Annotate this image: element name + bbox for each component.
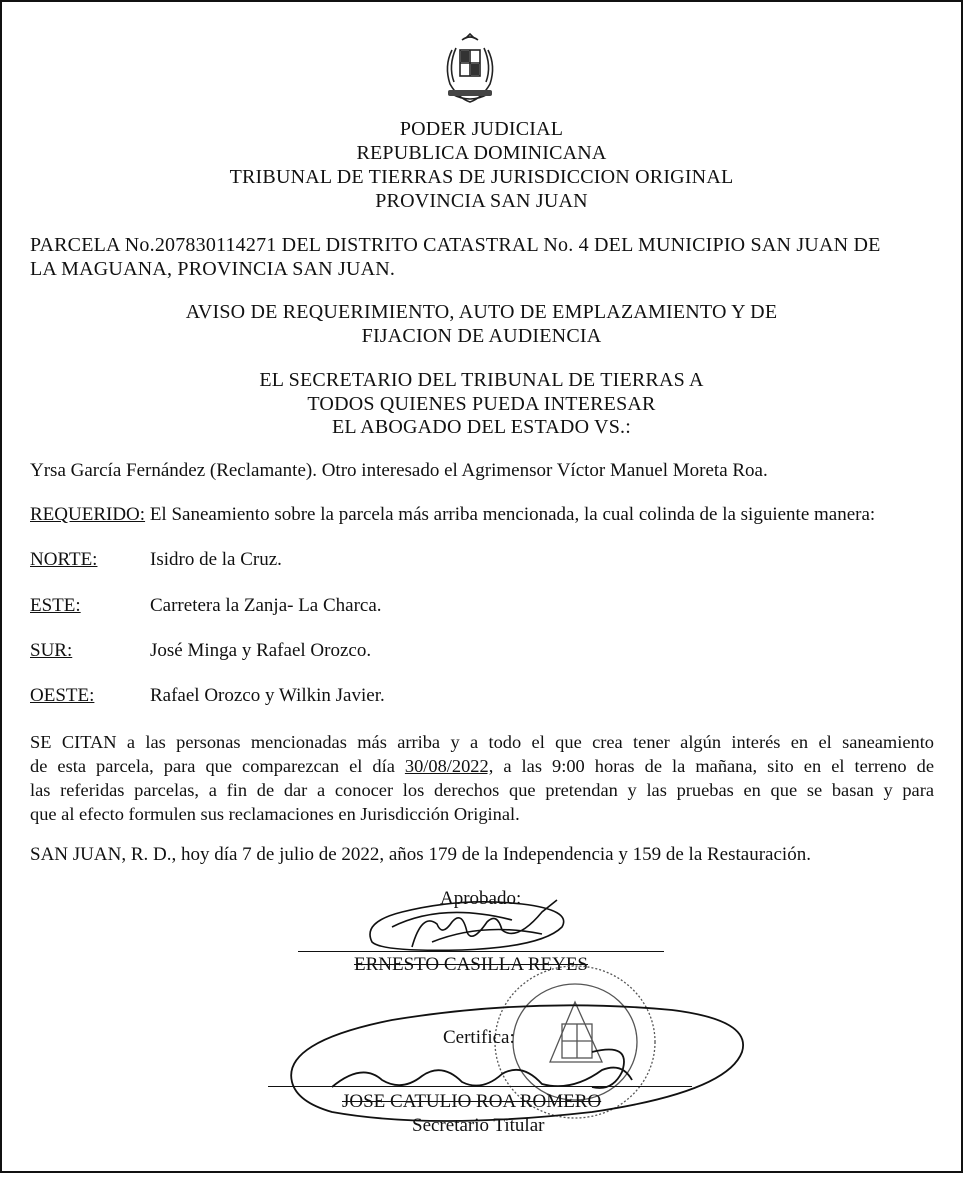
colindancia-label: ESTE:: [30, 595, 81, 616]
colindancia-label: SUR:: [30, 640, 73, 661]
parcela-line-1: PARCELA No.207830114271 DEL DISTRITO CATASTRAL No. 4 DEL MUNICIPIO SAN JUAN DE: [30, 234, 881, 256]
coat-of-arms-icon: [440, 32, 500, 106]
fecha-text: SAN JUAN, R. D., hoy día 7 de julio de 2022, años 179 de la Independencia y 159 de la Restauración.: [30, 844, 811, 865]
secretario-line-1: EL SECRETARIO DEL TRIBUNAL DE TIERRAS A: [259, 369, 704, 391]
aprobado-label: Aprobado:: [440, 888, 522, 909]
colindancia-value: Rafael Orozco y Wilkin Javier.: [150, 685, 385, 706]
parcela-line-2: LA MAGUANA, PROVINCIA SAN JUAN.: [30, 258, 396, 280]
certifica-nombre: JOSE CATULIO ROA ROMERO: [342, 1091, 602, 1112]
secretario-line-2: TODOS QUIENES PUEDA INTERESAR: [307, 393, 656, 415]
certifica-label: Certifica:: [443, 1027, 515, 1048]
colindancia-value: Carretera la Zanja- La Charca.: [150, 595, 382, 616]
parties-text: Yrsa García Fernández (Reclamante). Otro interesado el Agrimensor Víctor Manuel Moreta Roa.: [30, 460, 768, 481]
citan-paragraph: [30, 730, 934, 826]
hearing-date: 30/08/2022,: [404, 756, 494, 776]
requerido-label: REQUERIDO:: [30, 504, 146, 525]
certifica-cargo: Secretario Titular: [412, 1115, 545, 1136]
citan-line-2: de esta parcela, para que comparezcan el día 30/08/2022, a las 9:00 horas de la mañana, sito en el terreno de: [30, 756, 934, 776]
colindancia-label: NORTE:: [30, 549, 98, 570]
signature-line-certifica: [268, 1086, 692, 1087]
citan-line-3: las referidas parcelas, a fin de dar a conocer los derechos que pretendan y las pruebas en que se basan y para: [30, 780, 934, 800]
header-tribunal: TRIBUNAL DE TIERRAS DE JURISDICCION ORIGINAL: [229, 166, 734, 188]
colindancia-value: José Minga y Rafael Orozco.: [150, 640, 372, 661]
aviso-title-line-2: FIJACION DE AUDIENCIA: [361, 325, 602, 347]
requerido-paragraph: [30, 503, 875, 527]
signature-line-aprobado: [298, 951, 664, 952]
header-provincia: PROVINCIA SAN JUAN: [375, 190, 588, 212]
header-poder-judicial: PODER JUDICIAL: [399, 118, 564, 140]
requerido-text: El Saneamiento sobre la parcela más arriba mencionada, la cual colinda de la siguiente manera:: [145, 504, 876, 525]
header-republica: REPUBLICA DOMINICANA: [356, 142, 607, 164]
colindancia-value: Isidro de la Cruz.: [150, 549, 282, 570]
aprobado-nombre: ERNESTO CASILLA REYES: [354, 954, 589, 975]
citan-line-1: SE CITAN a las personas mencionadas más arriba y a todo el que crea tener algún interés en el saneamiento: [30, 732, 934, 752]
citan-line-4: que al efecto formulen sus reclamaciones en Jurisdicción Original.: [30, 804, 520, 824]
secretario-line-3: EL ABOGADO DEL ESTADO VS.:: [332, 416, 631, 438]
aviso-title-line-1: AVISO DE REQUERIMIENTO, AUTO DE EMPLAZAMIENTO Y DE: [185, 301, 778, 323]
colindancia-label: OESTE:: [30, 685, 95, 706]
